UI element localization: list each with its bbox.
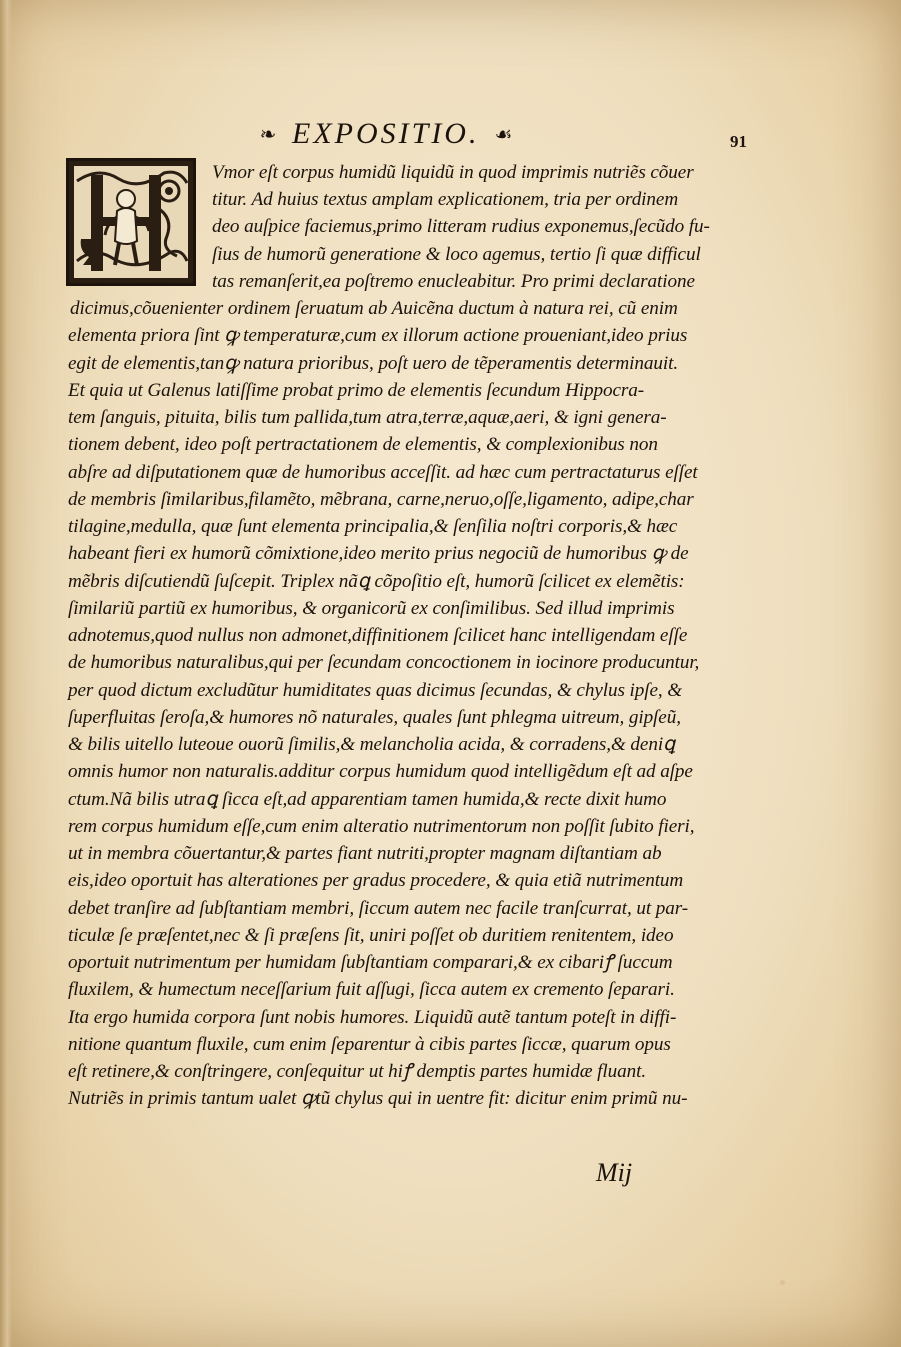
- text-line: mẽbris diſcutiendũ ſuſcepit. Triplex nãꝗ cõpoſitio eſt, humorũ ſcilicet ex elemẽtis:: [68, 571, 685, 592]
- text-line: ſimilariũ partiũ ex humoribus, & organicorũ ex conſimilibus. Sed illud imprimis: [68, 598, 675, 619]
- text-line: eis,ideo oportuit has alterationes per gradus procedere, & quia etiã nutrimentum: [68, 870, 684, 891]
- text-line: adnotemus,quod nullus non admonet,diffinitionem ſcilicet hanc intelligendam eſſe: [68, 625, 688, 646]
- text-line: abſre ad diſputationem quæ de humoribus acceſſit. ad hæc cum pertractaturus eſſet: [68, 462, 698, 483]
- text-line: oportuit nutrimentum per humidam ſubſtantiam comparari,& ex cibariꝭ ſuccum: [68, 952, 673, 973]
- text-line: habeant fieri ex humorũ cõmixtione,ideo merito prius negociũ de humoribus ꝙ de: [68, 543, 689, 564]
- text-line: tas remanſerit,ea poſtremo enucleabitur. Pro primi declaratione: [212, 271, 695, 292]
- running-title: EXPOSITIO.: [292, 117, 480, 150]
- text-line: ut in membra cõuertantur,& partes fiant nutriti,propter magnam diſtantiam ab: [68, 843, 662, 864]
- text-line: ctum.Nã bilis utraꝗ ſicca eſt,ad apparentiam tamen humida,& recte dixit humo: [68, 789, 667, 810]
- text-line: per quod dictum excludũtur humiditates quas dicimus ſecundas, & chylus ipſe, &: [68, 680, 683, 701]
- text-line: ſius de humorũ generatione & loco agemus, tertio ſi quæ difficul: [212, 244, 701, 265]
- text-line: eſt retinere,& conſtringere, conſequitur ut hiꝭ demptis partes humidæ fluant.: [68, 1061, 647, 1082]
- text-line: tionem debent, ideo poſt pertractationem de elementis, & complexionibus non: [68, 434, 658, 455]
- text-line: tilagine,medulla, quæ ſunt elementa principalia,& ſenſilia noſtri corporis,& hæc: [68, 516, 678, 537]
- text-line: debet tranſire ad ſubſtantiam membri, ſiccum autem nec facile tranſcurrat, ut par-: [68, 898, 689, 919]
- running-header: [250, 114, 580, 154]
- text-line: Ita ergo humida corpora ſunt nobis humores. Liquidũ autẽ tantum poteſt in diffi-: [68, 1007, 677, 1028]
- text-line: rem corpus humidum eſſe,cum enim alteratio nutrimentorum non poſſit ſubito fieri,: [68, 816, 695, 837]
- decorated-initial-h-icon: [69, 161, 193, 283]
- text-line: de membris ſimilaribus,filamẽto, mẽbrana, carne,neruo,oſſe,ligamento, adipe,char: [68, 489, 694, 510]
- text-line: deo auſpice faciemus,primo litteram rudius exponemus,ſecũdo fu-: [212, 216, 710, 237]
- text-line: Nutriẽs in primis tantum ualet ꝙtũ chylus qui in uentre fit: dicitur enim primũ nu-: [68, 1088, 688, 1109]
- fleuron-left-icon: ❧: [259, 122, 277, 146]
- text-line: fluxilem, & humectum neceſſarium fuit aſſugi, ſicca autem ex cremento ſeparari.: [68, 979, 675, 1000]
- text-line: & bilis uitello luteoue ouorũ ſimilis,& melancholia acida, & corradens,& deniꝗ: [68, 734, 676, 755]
- signature-mark: Mij: [596, 1158, 633, 1187]
- woodcut-initial-icon: [66, 158, 196, 286]
- text-line: Et quia ut Galenus latiſſime probat primo de elementis ſecundum Hippocra-: [68, 380, 645, 401]
- text-line: tem ſanguis, pituita, bilis tum pallida,tum atra,terræ,aquæ,aeri, & igni genera-: [68, 407, 667, 428]
- text-line: omnis humor non naturalis.additur corpus humidum quod intelligẽdum eſt ad aſpe: [68, 761, 693, 782]
- text-line: ſuperfluitas ſeroſa,& humores nõ naturales, quales ſunt phlegma uitreum, gipſeũ,: [68, 707, 681, 728]
- text-line: elementa priora ſint ꝙ temperaturæ,cum ex illorum actione proueniant,ideo prius: [68, 325, 688, 346]
- fleuron-right-icon: ☙: [494, 122, 513, 146]
- text-line: de humoribus naturalibus,qui per ſecundam concoctionem in iocinore producuntur,: [68, 652, 700, 673]
- text-line: Vmor eſt corpus humidũ liquidũ in quod imprimis nutriẽs cõuer: [212, 162, 694, 183]
- text-line: titur. Ad huius textus amplam explicationem, tria per ordinem: [212, 189, 679, 210]
- text-line: ticulæ ſe præſentet,nec & ſi præſens ſit, uniri poſſet ob duritiem renitentem, ideo: [68, 925, 674, 946]
- text-line: nitione quantum fluxile, cum enim ſeparentur à cibis partes ſiccæ, quarum opus: [68, 1034, 671, 1055]
- page-number: 91: [730, 132, 747, 151]
- page-gutter-shadow: [0, 0, 12, 1347]
- text-line: egit de elementis,tanꝙ natura prioribus, poſt uero de tẽperamentis determinauit.: [68, 353, 679, 374]
- text-line: dicimus,cõuenienter ordinem ſeruatum ab Auicẽna ductum à natura rei, cũ enim: [70, 298, 678, 319]
- foxing-spot: [780, 1280, 785, 1285]
